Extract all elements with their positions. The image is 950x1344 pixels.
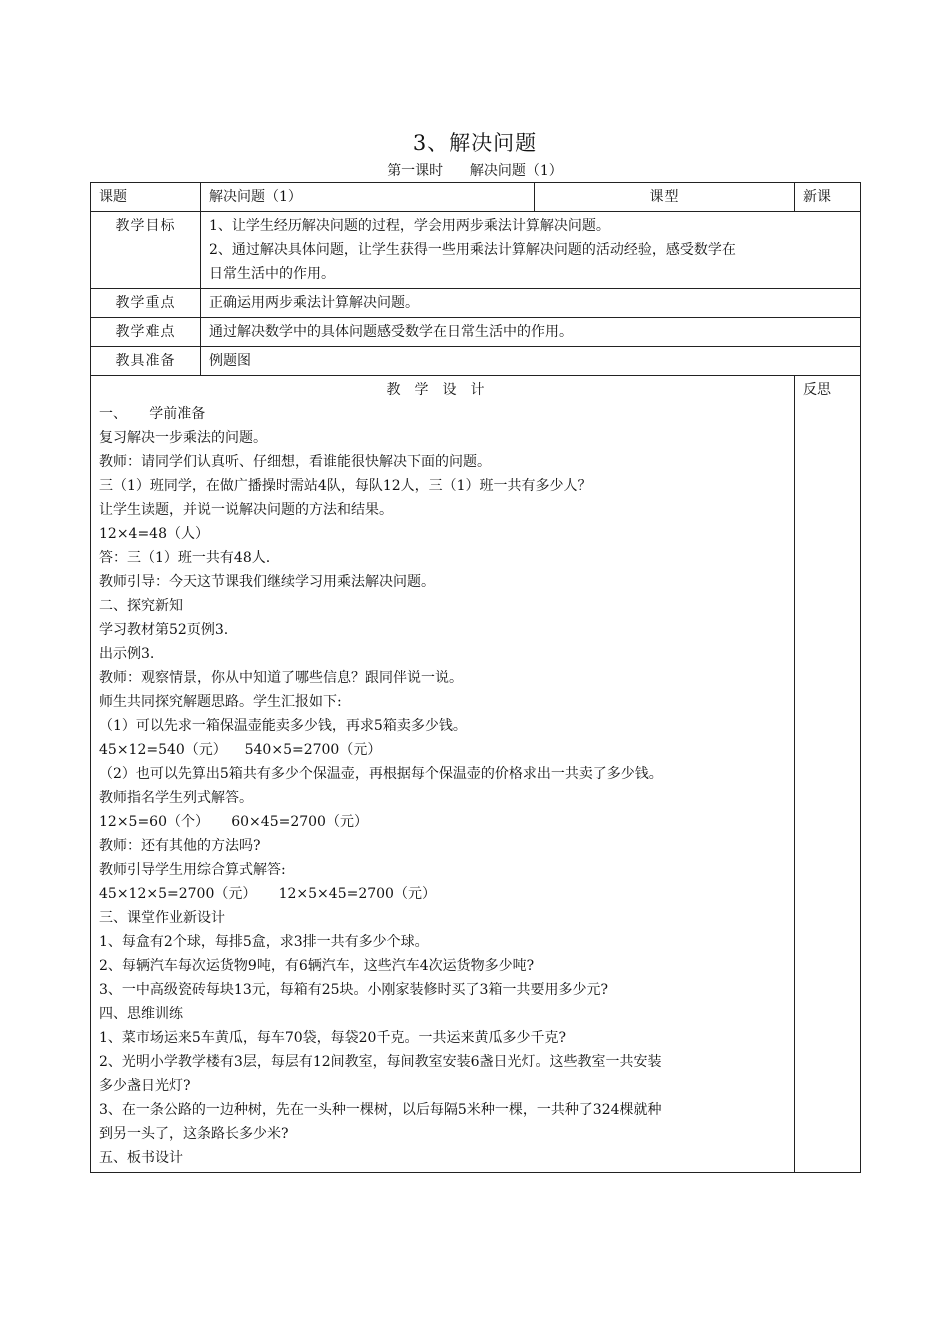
design-lines: [99, 402, 786, 1170]
topic-value: 解决问题（1）: [201, 183, 535, 212]
design-line: 五、板书设计: [99, 1150, 183, 1166]
design-line: （2）也可以先算出5箱共有多少个保温壶，再根据每个保温壶的价格求出一共卖了多少钱。: [99, 766, 663, 782]
design-line: 出示例3.: [99, 646, 155, 662]
goals-row: [91, 212, 861, 289]
lesson-type-label: 课型: [535, 183, 795, 212]
design-line: 一、 学前准备: [99, 406, 206, 422]
design-line: 教师：还有其他的方法吗?: [99, 838, 261, 854]
design-row: [91, 376, 861, 1173]
goals-label: 教学目标: [91, 212, 201, 289]
goals-content: [201, 212, 861, 289]
document-title: 3、解决问题: [412, 131, 538, 155]
key-point-value: 正确运用两步乘法计算解决问题。: [201, 289, 861, 318]
design-heading: 教学设计: [386, 382, 499, 398]
lesson-plan-table: [90, 182, 861, 1173]
design-line: 1、每盒有2个球，每排5盒，求3排一共有多少个球。: [99, 934, 429, 950]
design-line: 教师引导学生用综合算式解答:: [99, 862, 286, 878]
design-line: 2、光明小学教学楼有3层，每层有12间教室，每间教室安装6盏日光灯。这些教室一共安装: [99, 1054, 662, 1070]
key-point-label: 教学重点: [91, 289, 201, 318]
design-line: 到另一头了，这条路长多少米?: [99, 1126, 289, 1142]
design-line: 多少盏日光灯?: [99, 1078, 191, 1094]
materials-value: 例题图: [201, 347, 861, 376]
design-line: 45×12=540（元） 540×5=2700（元）: [99, 742, 382, 758]
materials-label: 教具准备: [91, 347, 201, 376]
design-line: 四、思维训练: [99, 1006, 183, 1022]
design-line: 学习教材第52页例3.: [99, 622, 229, 638]
difficulty-row: [91, 318, 861, 347]
design-line: 让学生读题，并说一说解决问题的方法和结果。: [99, 502, 393, 518]
design-line: （1）可以先求一箱保温壶能卖多少钱，再求5箱卖多少钱。: [99, 718, 467, 734]
design-line: 教师引导：今天这节课我们继续学习用乘法解决问题。: [99, 574, 435, 590]
goals-line: 1、让学生经历解决问题的过程，学会用两步乘法计算解决问题。: [209, 218, 610, 234]
design-line: 12×4=48（人）: [99, 526, 209, 542]
design-line: 教师指名学生列式解答。: [99, 790, 253, 806]
topic-label: 课题: [91, 183, 201, 212]
lesson-type-value: 新课: [795, 183, 861, 212]
design-line: 45×12×5=2700（元） 12×5×45=2700（元）: [99, 886, 436, 902]
materials-row: [91, 347, 861, 376]
goals-line: 日常生活中的作用。: [209, 266, 335, 282]
design-content: [91, 376, 795, 1173]
design-line: 12×5=60（个） 60×45=2700（元）: [99, 814, 368, 830]
design-line: 3、在一条公路的一边种树，先在一头种一棵树，以后每隔5米种一棵，一共种了324棵就种: [99, 1102, 662, 1118]
difficulty-label: 教学难点: [91, 318, 201, 347]
topic-row: [91, 183, 861, 212]
document-subtitle: 第一课时 解决问题（1）: [387, 163, 563, 179]
design-line: 3、一中高级瓷砖每块13元，每箱有25块。小刚家装修时买了3箱一共要用多少元?: [99, 982, 608, 998]
design-line: 三（1）班同学，在做广播操时需站4队，每队12人，三（1）班一共有多少人？: [99, 478, 592, 494]
goals-line: 2、通过解决具体问题，让学生获得一些用乘法计算解决问题的活动经验，感受数学在: [209, 242, 736, 258]
design-line: 1、菜市场运来5车黄瓜，每车70袋，每袋20千克。一共运来黄瓜多少千克?: [99, 1030, 566, 1046]
design-line: 复习解决一步乘法的问题。: [99, 430, 267, 446]
difficulty-value: 通过解决数学中的具体问题感受数学在日常生活中的作用。: [201, 318, 861, 347]
reflection-label: 反思: [795, 376, 861, 1173]
design-line: 教师：请同学们认真听、仔细想，看谁能很快解决下面的问题。: [99, 454, 491, 470]
design-line: 教师：观察情景，你从中知道了哪些信息？跟同伴说一说。: [99, 670, 463, 686]
design-line: 答：三（1）班一共有48人.: [99, 550, 271, 566]
design-line: 2、每辆汽车每次运货物9吨，有6辆汽车，这些汽车4次运货物多少吨?: [99, 958, 535, 974]
design-line: 师生共同探究解题思路。学生汇报如下:: [99, 694, 342, 710]
design-line: 三、课堂作业新设计: [99, 910, 225, 926]
key-point-row: [91, 289, 861, 318]
design-line: 二、探究新知: [99, 598, 183, 614]
